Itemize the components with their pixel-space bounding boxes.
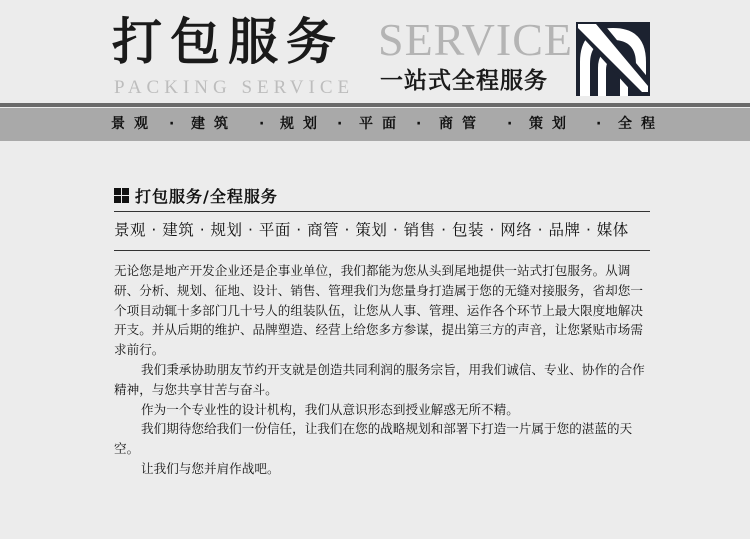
nav-item-strategy[interactable]: 策划 bbox=[529, 116, 575, 132]
grid-icon bbox=[114, 188, 129, 203]
body-text bbox=[114, 261, 654, 479]
paragraph-closing: 让我们与您并肩作战吧。 bbox=[141, 460, 280, 476]
nav-item-architecture[interactable]: 建筑 bbox=[191, 116, 237, 132]
paragraph-trust: 我们期待您给我们一份信任，让我们在您的战略规划和部署下打造一片属于您的湛蓝的天空。 bbox=[114, 421, 633, 457]
nav-items bbox=[0, 108, 750, 141]
nav-item-planning[interactable]: 规划 bbox=[280, 116, 326, 132]
paragraph-mission: 我们秉承协助朋友节约开支就是创造共同利润的服务宗旨，用我们诚信、专业、协作的合作精神，与您共享甘苦与奋斗。 bbox=[114, 361, 645, 397]
nav-separator: · bbox=[337, 116, 343, 132]
page-subtitle-en: PACKING SERVICE bbox=[114, 77, 355, 98]
section-header bbox=[114, 183, 278, 207]
nav-separator: · bbox=[259, 116, 265, 132]
section-rule-bottom bbox=[114, 250, 650, 251]
nav-item-landscape[interactable]: 景观 bbox=[111, 116, 157, 132]
header-divider bbox=[0, 103, 750, 107]
category-nav-bar bbox=[0, 108, 750, 141]
nav-separator: · bbox=[596, 116, 602, 132]
nav-separator: · bbox=[507, 116, 513, 132]
header bbox=[0, 0, 750, 102]
nav-item-full-process[interactable]: 全程 bbox=[618, 116, 664, 132]
arch-logo-icon bbox=[576, 22, 650, 96]
nav-item-commercial[interactable]: 商管 bbox=[439, 116, 485, 132]
section-rule-top bbox=[114, 211, 650, 212]
page-title: 打包服务 bbox=[112, 12, 344, 71]
nav-separator: · bbox=[169, 116, 175, 132]
service-tagline: 一站式全程服务 bbox=[380, 68, 548, 94]
paragraph-intro: 无论您是地产开发企业还是企事业单位，我们都能为您从头到尾地提供一站式打包服务。从调研、分析、规划、征地、设计、销售、管理我们为您量身打造属于您的无缝对接服务，省却您一个项目动辄十多部门几十号人的组装队伍，让您从人事、管理、运作各个环节上最大限度地解决开支。并从后期的维护、品牌塑造、经营上给您多方参谋，提出第三方的声音，让您紧贴市场需求前行。 bbox=[114, 263, 643, 358]
nav-item-graphic[interactable]: 平面 bbox=[359, 116, 405, 132]
service-heading: SERVICE bbox=[378, 14, 573, 65]
section-title: 打包服务/全程服务 bbox=[135, 186, 278, 206]
nav-separator: · bbox=[416, 116, 422, 132]
paragraph-expertise: 作为一个专业性的设计机构，我们从意识形态到授业解惑无所不精。 bbox=[141, 401, 519, 417]
category-list: 景观 · 建筑 · 规划 · 平面 · 商管 · 策划 · 销售 · 包装 · 网络 · 品牌 · 媒体 bbox=[114, 221, 629, 239]
